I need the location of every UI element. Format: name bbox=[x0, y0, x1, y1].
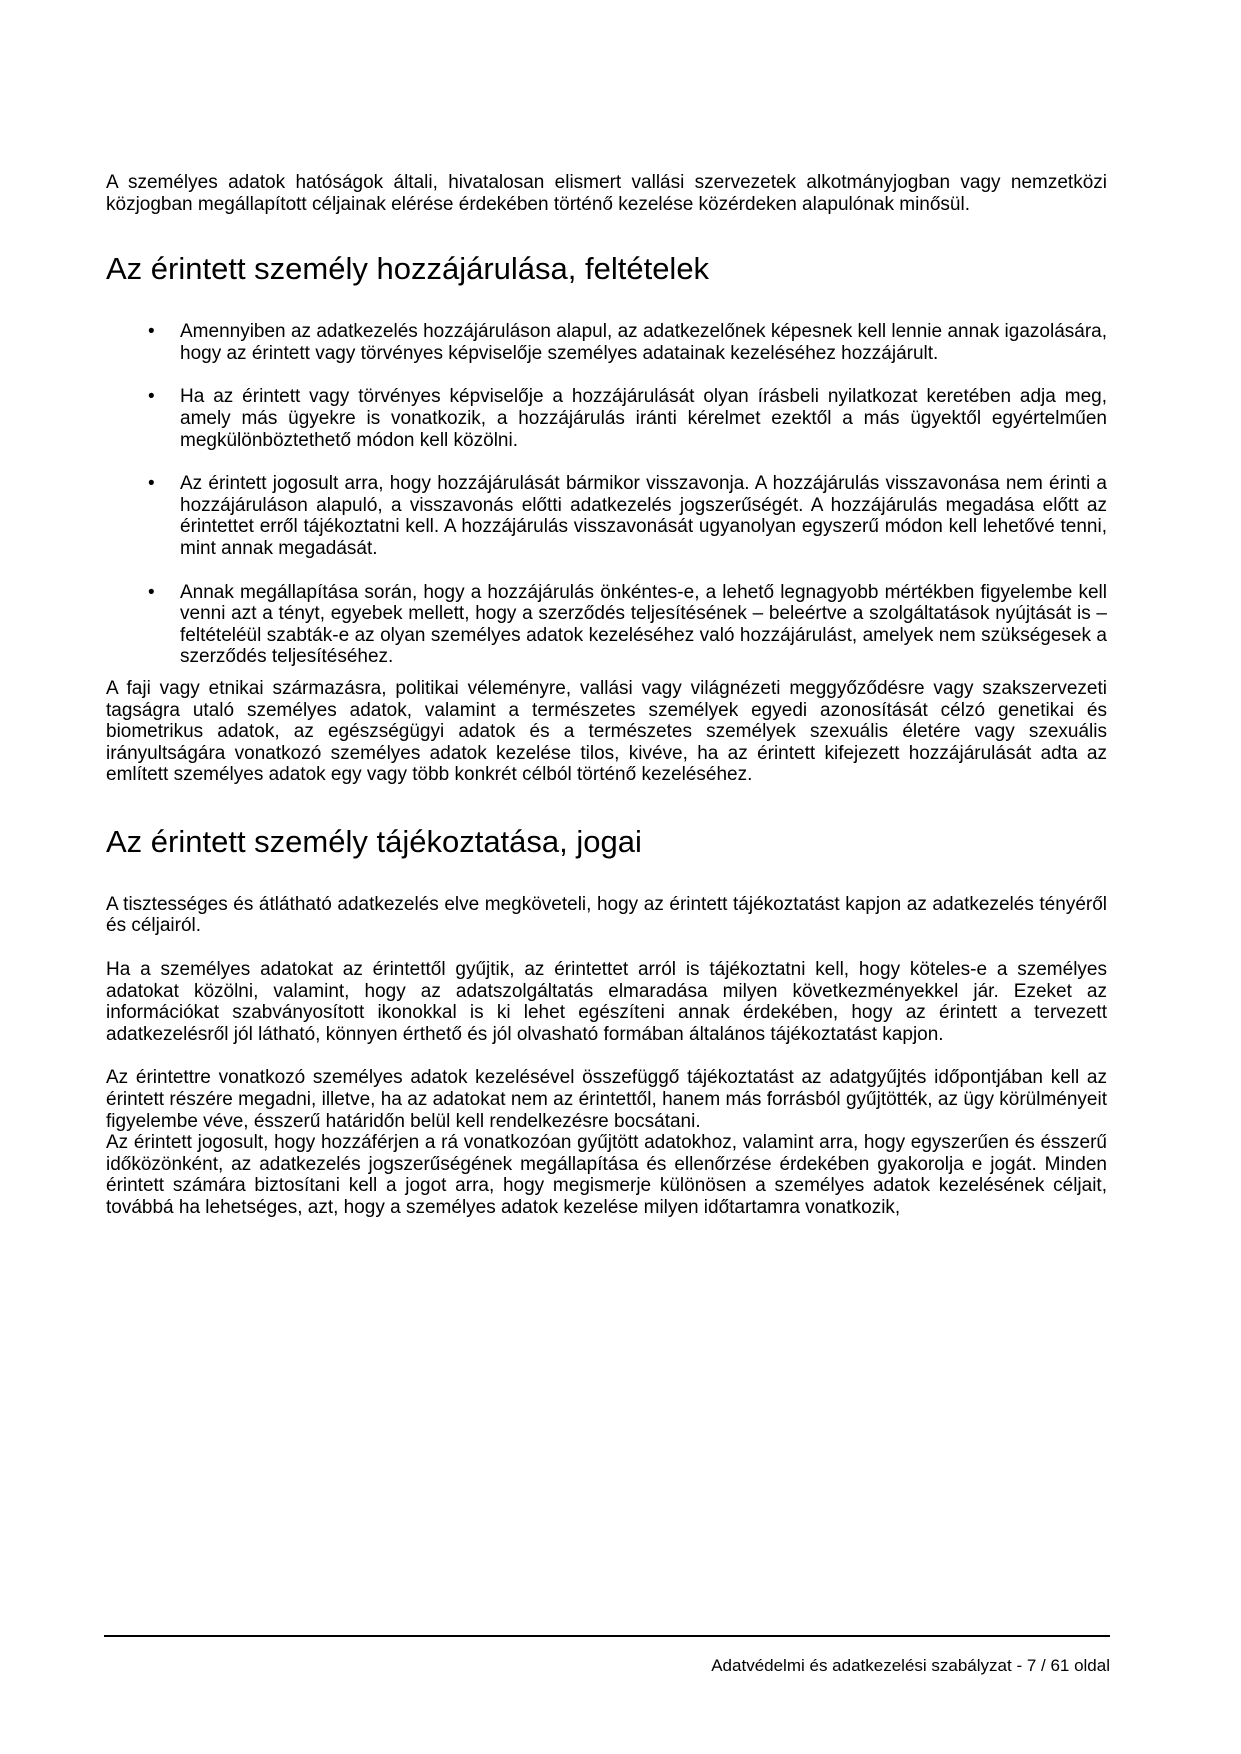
consent-conditions-list bbox=[106, 321, 1107, 668]
intro-paragraph: A személyes adatok hatóságok általi, hivatalosan elismert vallási szervezetek alkotmányjogban vagy nemzetközi közjogban megállapított céljainak elérése érdekében történő kezelése közérdeken alapulónak minősül. bbox=[106, 172, 1107, 215]
paragraph-spacer bbox=[106, 937, 1107, 959]
section-heading-information-rights: Az érintett személy tájékoztatása, jogai bbox=[106, 823, 642, 859]
list-item-text: Amennyiben az adatkezelés hozzájáruláson alapul, az adatkezelőnek képesnek kell lennie annak igazolására, hogy az érintett vagy törvényes képviselője személyes adatainak kezeléséhez hozzájárult. bbox=[180, 321, 1107, 364]
section-heading-consent: Az érintett személy hozzájárulása, feltételek bbox=[106, 251, 710, 287]
paragraph: Az érintett jogosult, hogy hozzáférjen a rá vonatkozóan gyűjtött adatokhoz, valamint arra, hogy egyszerűen és ésszerű időközönként, az adatkezelés jogszerűségének megállapítása és ellenőrzése érdekében gyakorolja e jogát. Minden érintett számára biztosítani kell a jogot arra, hogy megismerje különösen a személyes adatok kezelésének céljait, továbbá ha lehetséges, azt, hogy a személyes adatok kezelése milyen időtartamra vonatkozik, bbox=[106, 1132, 1107, 1218]
list-item bbox=[106, 386, 1107, 451]
list-item-text: Annak megállapítása során, hogy a hozzájárulás önkéntes-e, a lehető legnagyobb mértékben figyelembe kell venni azt a tényt, egyebek mellett, hogy a szerződés teljesítésének – beleértve a szolgáltatások nyújtását is – feltételéül szabták-e az olyan személyes adatok kezeléséhez való hozzájárulást, amelyek nem szükségesek a szerződés teljesítéséhez. bbox=[180, 581, 1107, 668]
paragraph: Az érintettre vonatkozó személyes adatok kezelésével összefüggő tájékoztatást az adatgyűjtés időpontjában kell az érintett részére megadni, illetve, ha az adatokat nem az érintettől, hanem más forrásból gyűjtötték, az ügy körülményeit figyelembe véve, ésszerű határidőn belül kell rendelkezésre bocsátani. bbox=[106, 1067, 1107, 1132]
list-item-text: Ha az érintett vagy törvényes képviselője a hozzájárulását olyan írásbeli nyilatkozat keretében adja meg, amely más ügyekre is vonatkozik, a hozzájárulás iránti kérelmet ezektől a más ügyektől egyértelműen megkülönböztethető módon kell közölni. bbox=[180, 386, 1107, 451]
document-page bbox=[106, 172, 1107, 1219]
special-data-paragraph: A faji vagy etnikai származásra, politikai véleményre, vallási vagy világnézeti meggyőződésre vagy szakszervezeti tagságra utaló személyes adatok, valamint a természetes személyek egyedi azonosítását célzó genetikai és biometrikus adatok, az egészségügyi adatok és a természetes személyek szexuális életére vagy szexuális irányultságára vonatkozó személyes adatok kezelése tilos, kivéve, ha az érintett kifejezett hozzájárulását adta az említett személyes adatok egy vagy több konkrét célból történő kezeléséhez. bbox=[106, 677, 1107, 786]
bullet-icon: • bbox=[148, 386, 155, 408]
list-item bbox=[106, 473, 1107, 559]
bullet-icon: • bbox=[148, 473, 155, 495]
footer-divider bbox=[104, 1635, 1110, 1637]
list-item-text: Az érintett jogosult arra, hogy hozzájárulását bármikor visszavonja. A hozzájárulás visszavonása nem érinti a hozzájáruláson alapuló, a visszavonás előtti adatkezelés jogszerűségét. A hozzájárulás megadása előtt az érintettet erről tájékoztatni kell. A hozzájárulás visszavonását ugyanolyan egyszerű módon kell lehetővé tenni, mint annak megadását. bbox=[180, 473, 1107, 559]
paragraph-spacer bbox=[106, 1045, 1107, 1067]
bullet-icon: • bbox=[148, 581, 155, 603]
footer-page-label: Adatvédelmi és adatkezelési szabályzat - 7 / 61 oldal bbox=[711, 1656, 1110, 1675]
paragraph: Ha a személyes adatokat az érintettől gyűjtik, az érintettet arról is tájékoztatni kell, hogy köteles-e a személyes adatokat közölni, valamint, hogy az adatszolgáltatás elmaradása milyen következményekkel jár. Ezeket az információkat szabványosított ikonokkal is ki lehet egészíteni annak érdekében, hogy az érintett a tervezett adatkezelésről jól látható, könnyen érthető és jól olvasható formában általános tájékoztatást kapjon. bbox=[106, 959, 1107, 1045]
paragraph: A tisztességes és átlátható adatkezelés elve megköveteli, hogy az érintett tájékoztatást kapjon az adatkezelés tényéről és céljairól. bbox=[106, 893, 1107, 937]
bullet-icon: • bbox=[148, 321, 155, 343]
list-item bbox=[106, 582, 1107, 668]
list-item bbox=[106, 321, 1107, 364]
